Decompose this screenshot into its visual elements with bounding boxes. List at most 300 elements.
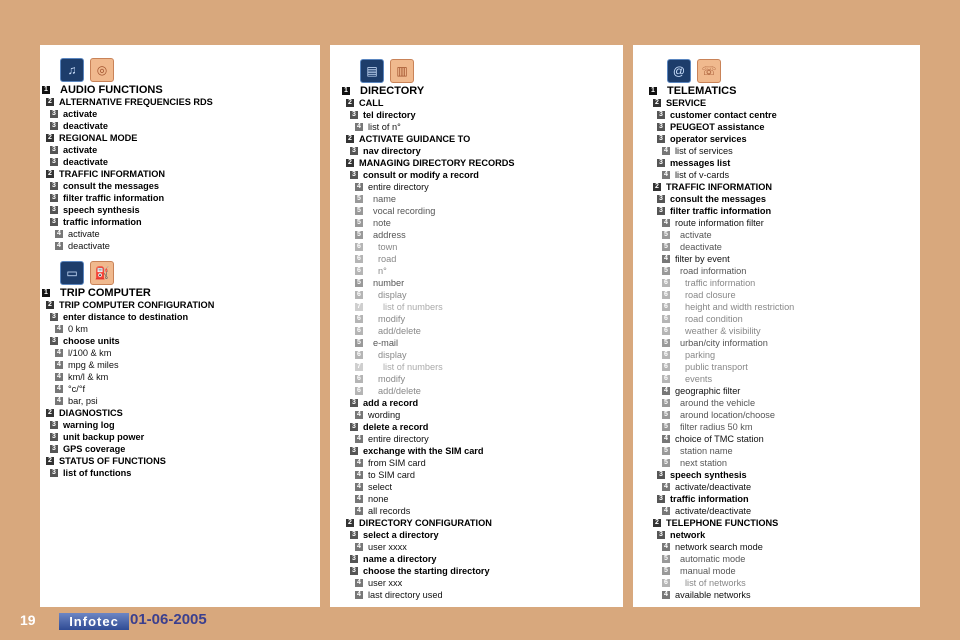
edition-date: 01-06-2005 [130,611,207,628]
menu-item-label: °c/°f [68,384,86,394]
level-badge-icon: 3 [350,111,358,119]
level-badge-icon: 3 [50,218,58,226]
level-badge-icon: 4 [355,459,363,467]
section-heading [40,287,320,299]
level-badge-icon: 3 [50,469,58,477]
level-badge-icon: 7 [355,363,363,371]
menu-item [340,589,623,601]
phone-icon: ☏ [697,59,721,83]
menu-item [40,144,320,156]
menu-item-label: list of n° [368,122,401,132]
level-badge-icon: 4 [662,147,670,155]
menu-item [647,505,920,517]
level-badge-icon: 6 [662,375,670,383]
level-badge-icon: 4 [662,591,670,599]
menu-item-label: weather & visibility [685,326,761,336]
menu-item [647,277,920,289]
menu-item-label: TRIP COMPUTER CONFIGURATION [59,300,215,310]
menu-item-label: vocal recording [373,206,436,216]
level-badge-icon: 5 [355,231,363,239]
menu-item-label: select a directory [363,530,439,540]
level-badge-icon: 4 [55,373,63,381]
directory-alt-icon: ▥ [390,59,414,83]
menu-item [647,373,920,385]
menu-item [340,169,623,181]
section-icons [667,59,721,81]
menu-item-label: traffic information [685,278,756,288]
menu-item [40,132,320,144]
level-badge-icon: 4 [662,219,670,227]
level-badge-icon: 3 [350,171,358,179]
menu-item-label: CALL [359,98,384,108]
menu-item [647,217,920,229]
telematics-icon: @ [667,59,691,83]
menu-item [647,145,920,157]
section-heading [40,84,320,96]
menu-item [40,455,320,467]
trip-computer-icon: ▭ [60,261,84,285]
level-badge-icon: 3 [50,337,58,345]
menu-item [40,216,320,228]
menu-item-label: route information filter [675,218,764,228]
level-badge-icon: 2 [346,135,354,143]
menu-item [647,193,920,205]
menu-item-label: PEUGEOT assistance [670,122,765,132]
menu-item [647,553,920,565]
menu-item-label: TRAFFIC INFORMATION [666,182,772,192]
menu-item [647,97,920,109]
menu-item-label: number [373,278,405,288]
menu-item [340,373,623,385]
menu-item-label: l/100 & km [68,348,112,358]
menu-item [340,565,623,577]
menu-item-label: list of networks [685,578,746,588]
menu-item [40,156,320,168]
menu-item-label: public transport [685,362,748,372]
menu-item-label: geographic filter [675,386,741,396]
level-badge-icon: 4 [55,397,63,405]
level-badge-icon: 4 [355,495,363,503]
menu-item-label: filter by event [675,254,730,264]
audio-alt-icon: ◎ [90,58,114,82]
level-badge-icon: 6 [662,351,670,359]
menu-item-label: mpg & miles [68,360,119,370]
level-badge-icon: 4 [55,242,63,250]
level-badge-icon: 2 [46,457,54,465]
menu-item [340,529,623,541]
level-badge-icon: 4 [355,183,363,191]
menu-item-label: activate [63,145,98,155]
level-badge-icon: 1 [42,86,50,94]
level-badge-icon: 4 [662,543,670,551]
menu-item-label: delete a record [363,422,429,432]
level-badge-icon: 5 [662,411,670,419]
level-badge-icon: 2 [653,183,661,191]
section-heading [647,85,920,97]
menu-item [340,265,623,277]
menu-item [40,407,320,419]
menu-item [40,228,320,240]
menu-item-label: name a directory [363,554,437,564]
menu-item-label: consult the messages [670,194,766,204]
menu-item-label: deactivate [63,157,108,167]
menu-item-label: ACTIVATE GUIDANCE TO [359,134,471,144]
menu-item [340,457,623,469]
level-badge-icon: 2 [46,409,54,417]
level-badge-icon: 3 [350,555,358,563]
menu-item [40,299,320,311]
level-badge-icon: 2 [46,134,54,142]
level-badge-icon: 2 [653,99,661,107]
menu-item [340,253,623,265]
menu-item [40,168,320,180]
menu-item-label: station name [680,446,733,456]
menu-item [647,109,920,121]
menu-item-label: bar, psi [68,396,98,406]
menu-item-label: choose units [63,336,120,346]
level-badge-icon: 4 [662,387,670,395]
level-badge-icon: 5 [355,195,363,203]
menu-item-label: add a record [363,398,419,408]
menu-item [340,313,623,325]
level-badge-icon: 2 [346,159,354,167]
menu-item-label: entire directory [368,434,429,444]
menu-item-label: next station [680,458,727,468]
level-badge-icon: 6 [662,327,670,335]
menu-item [647,361,920,373]
menu-item-label: address [373,230,406,240]
telematics-panel [633,45,920,607]
level-badge-icon: 3 [50,421,58,429]
menu-item [40,347,320,359]
menu-item [647,517,920,529]
menu-item [340,553,623,565]
menu-item [647,133,920,145]
level-badge-icon: 4 [55,230,63,238]
menu-item-label: operator services [670,134,747,144]
level-badge-icon: 6 [355,375,363,383]
menu-item-label: MANAGING DIRECTORY RECORDS [359,158,515,168]
menu-item-label: warning log [63,420,115,430]
directory-panel [330,45,623,607]
menu-item-label: nav directory [363,146,421,156]
menu-item-label: customer contact centre [670,110,777,120]
menu-item-label: TELEMATICS [667,85,737,97]
level-badge-icon: 1 [342,87,350,95]
level-badge-icon: 3 [350,531,358,539]
menu-item-label: display [378,290,407,300]
level-badge-icon: 6 [355,267,363,275]
menu-item [40,395,320,407]
menu-item [647,457,920,469]
section-icons [60,58,114,80]
menu-item [340,145,623,157]
menu-item [40,383,320,395]
menu-item [647,421,920,433]
menu-item [647,481,920,493]
menu-item [647,589,920,601]
level-badge-icon: 6 [355,243,363,251]
level-badge-icon: 3 [657,195,665,203]
level-badge-icon: 6 [355,327,363,335]
menu-item [340,349,623,361]
menu-item-label: all records [368,506,411,516]
menu-item [340,193,623,205]
page-number: 19 [20,612,36,628]
menu-item [647,253,920,265]
level-badge-icon: 3 [350,447,358,455]
level-badge-icon: 5 [355,219,363,227]
infotec-logo: Infotec [59,613,129,630]
level-badge-icon: 3 [657,531,665,539]
menu-item-label: activate/deactivate [675,482,752,492]
level-badge-icon: 2 [346,99,354,107]
menu-item [340,217,623,229]
level-badge-icon: 5 [355,339,363,347]
menu-item-label: messages list [670,158,731,168]
menu-item [647,301,920,313]
level-badge-icon: 6 [355,255,363,263]
menu-item-label: note [373,218,391,228]
menu-item [647,289,920,301]
menu-item-label: DIRECTORY [360,85,425,97]
menu-item [340,505,623,517]
level-badge-icon: 5 [662,399,670,407]
menu-item [647,433,920,445]
level-badge-icon: 3 [657,111,665,119]
level-badge-icon: 5 [662,231,670,239]
level-badge-icon: 5 [662,567,670,575]
menu-item [340,577,623,589]
level-badge-icon: 6 [662,279,670,287]
menu-item-label: choice of TMC station [675,434,764,444]
level-badge-icon: 5 [662,447,670,455]
menu-item-label: activate [63,109,98,119]
level-badge-icon: 3 [657,471,665,479]
menu-item [340,205,623,217]
audio-trip-panel [40,45,320,607]
menu-item [40,323,320,335]
level-badge-icon: 6 [355,315,363,323]
level-badge-icon: 3 [350,423,358,431]
menu-item [340,229,623,241]
menu-item-label: enter distance to destination [63,312,189,322]
menu-item [647,157,920,169]
menu-item [40,108,320,120]
menu-item [647,565,920,577]
menu-item [40,120,320,132]
menu-item-label: last directory used [368,590,443,600]
fuel-pump-icon: ⛽ [90,261,114,285]
menu-item-label: around location/choose [680,410,776,420]
level-badge-icon: 1 [42,289,50,297]
menu-item [40,335,320,347]
menu-item [647,229,920,241]
menu-item-label: display [378,350,407,360]
level-badge-icon: 4 [662,171,670,179]
menu-item [340,97,623,109]
level-badge-icon: 2 [46,98,54,106]
menu-item-label: modify [378,314,406,324]
menu-item-label: SERVICE [666,98,707,108]
menu-item [40,96,320,108]
menu-item [340,445,623,457]
menu-item-label: filter traffic information [670,206,772,216]
menu-item [647,313,920,325]
menu-item-label: TRAFFIC INFORMATION [59,169,165,179]
menu-item-label: STATUS OF FUNCTIONS [59,456,166,466]
menu-item-label: consult the messages [63,181,159,191]
menu-item [40,192,320,204]
level-badge-icon: 3 [657,495,665,503]
menu-item [340,517,623,529]
level-badge-icon: 6 [662,363,670,371]
menu-item-label: road information [680,266,747,276]
level-badge-icon: 3 [50,206,58,214]
menu-item-label: n° [378,266,387,276]
menu-item [340,133,623,145]
menu-item [340,157,623,169]
menu-item [647,397,920,409]
menu-item [40,204,320,216]
menu-item [647,541,920,553]
menu-item [40,359,320,371]
level-badge-icon: 3 [350,147,358,155]
level-badge-icon: 3 [350,399,358,407]
menu-item-label: entire directory [368,182,429,192]
menu-item-label: TELEPHONE FUNCTIONS [666,518,779,528]
menu-item-label: tel directory [363,110,416,120]
menu-item [340,421,623,433]
level-badge-icon: 2 [46,301,54,309]
menu-item [340,541,623,553]
menu-item-label: exchange with the SIM card [363,446,484,456]
menu-item [647,385,920,397]
level-badge-icon: 4 [355,411,363,419]
level-badge-icon: 3 [50,194,58,202]
menu-item-label: available networks [675,590,751,600]
level-badge-icon: 4 [355,483,363,491]
menu-item [340,397,623,409]
menu-item-label: TRIP COMPUTER [60,287,151,299]
menu-item-label: e-mail [373,338,399,348]
level-badge-icon: 4 [355,471,363,479]
level-badge-icon: 5 [662,339,670,347]
level-badge-icon: 4 [55,325,63,333]
level-badge-icon: 6 [662,303,670,311]
menu-item-label: list of numbers [383,302,443,312]
level-badge-icon: 4 [355,123,363,131]
menu-item [40,240,320,252]
menu-item-label: deactivate [680,242,722,252]
menu-item-label: wording [368,410,401,420]
menu-item-label: road closure [685,290,736,300]
menu-item [340,493,623,505]
menu-item-label: automatic mode [680,554,746,564]
menu-item [340,277,623,289]
audio-icon: ♫ [60,58,84,82]
level-badge-icon: 5 [355,207,363,215]
level-badge-icon: 3 [50,158,58,166]
level-badge-icon: 6 [662,291,670,299]
level-badge-icon: 5 [662,459,670,467]
level-badge-icon: 1 [649,87,657,95]
menu-item [40,371,320,383]
level-badge-icon: 4 [662,483,670,491]
menu-item-label: 0 km [68,324,88,334]
menu-item-label: road condition [685,314,743,324]
menu-item-label: user xxx [368,578,403,588]
menu-item-label: to SIM card [368,470,415,480]
menu-item-label: activate [680,230,712,240]
menu-item [647,577,920,589]
menu-item [340,385,623,397]
menu-item [340,301,623,313]
menu-item-label: around the vehicle [680,398,756,408]
section-heading [340,85,623,97]
level-badge-icon: 4 [55,361,63,369]
menu-item [340,109,623,121]
level-badge-icon: 3 [50,433,58,441]
level-badge-icon: 4 [662,507,670,515]
level-badge-icon: 5 [662,555,670,563]
menu-item-label: network [670,530,706,540]
level-badge-icon: 3 [657,159,665,167]
menu-item [647,469,920,481]
level-badge-icon: 6 [355,351,363,359]
level-badge-icon: 3 [50,110,58,118]
level-badge-icon: 4 [662,255,670,263]
menu-item [647,349,920,361]
level-badge-icon: 4 [355,507,363,515]
level-badge-icon: 3 [657,207,665,215]
level-badge-icon: 3 [657,123,665,131]
menu-item-label: height and width restriction [685,302,795,312]
menu-item [340,409,623,421]
menu-item [40,311,320,323]
level-badge-icon: 2 [346,519,354,527]
menu-item [647,529,920,541]
menu-item [647,241,920,253]
level-badge-icon: 3 [50,122,58,130]
menu-item [340,361,623,373]
level-badge-icon: 4 [355,435,363,443]
menu-item-label: DIRECTORY CONFIGURATION [359,518,492,528]
menu-item-label: unit backup power [63,432,145,442]
menu-item-label: choose the starting directory [363,566,490,576]
menu-item-label: DIAGNOSTICS [59,408,123,418]
level-badge-icon: 3 [50,146,58,154]
section-icons [360,59,414,81]
menu-item [340,121,623,133]
menu-item [40,180,320,192]
level-badge-icon: 2 [653,519,661,527]
menu-item [340,481,623,493]
level-badge-icon: 6 [355,387,363,395]
level-badge-icon: 5 [355,279,363,287]
menu-item [647,205,920,217]
menu-item [647,409,920,421]
level-badge-icon: 3 [350,567,358,575]
menu-item-label: list of functions [63,468,132,478]
menu-item-label: add/delete [378,386,421,396]
level-badge-icon: 4 [55,385,63,393]
menu-item [340,337,623,349]
menu-item-label: road [378,254,397,264]
level-badge-icon: 3 [50,445,58,453]
menu-item-label: activate [68,229,100,239]
menu-item-label: events [685,374,713,384]
